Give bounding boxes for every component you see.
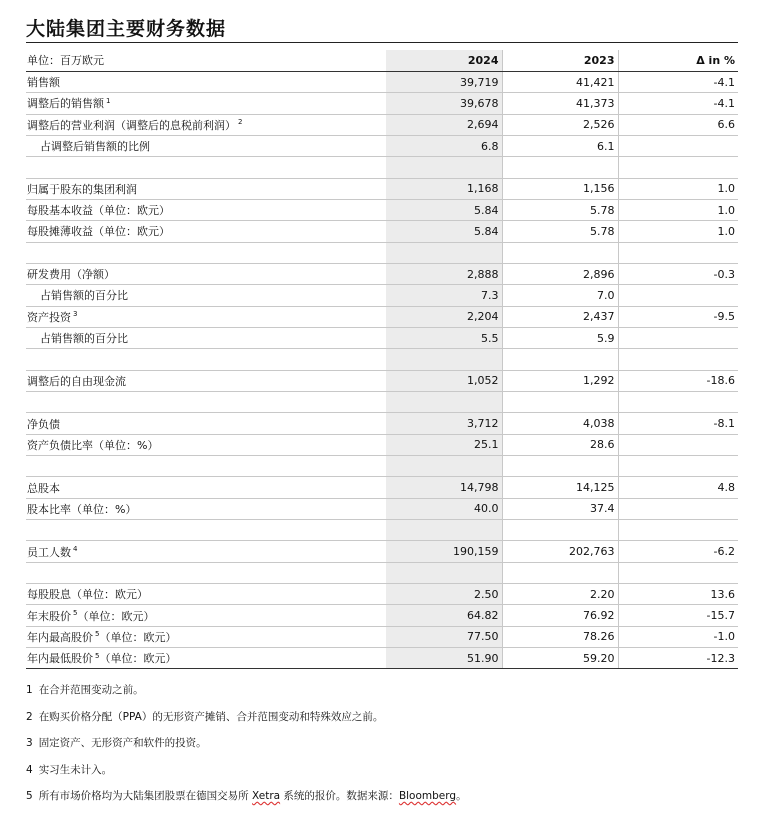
value-delta: 4.8	[618, 477, 738, 498]
value-2024: 1,052	[386, 370, 502, 391]
value-delta: -12.3	[618, 648, 738, 669]
footnote-text: 系统的报价。数据来源：	[280, 790, 399, 802]
row-label	[26, 178, 386, 199]
row-label	[26, 71, 386, 92]
value-2023: 41,421	[502, 71, 618, 92]
value-2023: 7.0	[502, 285, 618, 306]
row-label	[26, 242, 386, 263]
value-2023: 59.20	[502, 648, 618, 669]
value-2023: 4,038	[502, 413, 618, 434]
row-label-text: 总股本	[27, 481, 60, 495]
row-label-text: 年内最高股价	[27, 630, 93, 644]
row-label	[26, 370, 386, 391]
value-2023: 41,373	[502, 93, 618, 114]
value-2024: 2.50	[386, 584, 502, 605]
row-label	[26, 93, 386, 114]
value-2024: 6.8	[386, 135, 502, 156]
footnote-marker: 3	[73, 310, 78, 319]
footnotes	[26, 682, 738, 815]
value-2023	[502, 392, 618, 413]
table-body	[26, 71, 738, 669]
value-delta: -4.1	[618, 93, 738, 114]
value-delta	[618, 327, 738, 348]
row-label	[26, 520, 386, 541]
table-row	[26, 626, 738, 647]
value-delta: -1.0	[618, 626, 738, 647]
row-label-unit: （单位：欧元）	[77, 609, 155, 623]
value-delta	[618, 135, 738, 156]
row-label	[26, 562, 386, 583]
footnote-number: 3	[26, 737, 33, 749]
row-label	[26, 626, 386, 647]
table-row	[26, 498, 738, 519]
value-2023: 5.78	[502, 199, 618, 220]
value-2023: 202,763	[502, 541, 618, 562]
financial-table	[26, 50, 738, 669]
spacer-row	[26, 520, 738, 541]
page-title: 大陆集团主要财务数据	[26, 18, 227, 40]
value-2024: 5.5	[386, 327, 502, 348]
value-2023: 28.6	[502, 434, 618, 455]
value-2024: 51.90	[386, 648, 502, 669]
value-2024	[386, 562, 502, 583]
footnote-text: 在购买价格分配（PPA）的无形资产摊销、合并范围变动和特殊效应之前。	[38, 710, 384, 723]
table-row	[26, 648, 738, 669]
row-label	[26, 221, 386, 242]
value-2024	[386, 157, 502, 178]
value-2023	[502, 349, 618, 370]
value-delta	[618, 392, 738, 413]
row-label	[26, 349, 386, 370]
footnote-number: 5	[26, 790, 33, 802]
footnote-number: 4	[26, 763, 33, 776]
table-row	[26, 285, 738, 306]
table-row	[26, 178, 738, 199]
row-label	[26, 199, 386, 220]
row-label	[26, 327, 386, 348]
table-row	[26, 605, 738, 626]
row-label	[26, 157, 386, 178]
table-row	[26, 370, 738, 391]
footnote	[26, 762, 738, 789]
value-2023: 2,896	[502, 263, 618, 284]
value-2024: 2,204	[386, 306, 502, 327]
value-2024: 14,798	[386, 477, 502, 498]
value-2024	[386, 349, 502, 370]
footnote-marker: 2	[238, 118, 243, 127]
row-label	[26, 306, 386, 327]
row-label-text: 年内最低股价	[27, 652, 93, 666]
header-row	[26, 50, 738, 71]
spacer-row	[26, 157, 738, 178]
footnote	[26, 709, 738, 736]
value-2023	[502, 157, 618, 178]
table-row	[26, 434, 738, 455]
title-divider	[26, 42, 738, 43]
row-label-text: 研发费用（净额）	[27, 268, 115, 282]
row-label-unit: （单位：欧元）	[99, 652, 177, 666]
row-label	[26, 413, 386, 434]
value-2024: 1,168	[386, 178, 502, 199]
value-delta	[618, 520, 738, 541]
value-delta	[618, 242, 738, 263]
row-label-text: 归属于股东的集团利润	[27, 182, 137, 196]
value-2024: 39,719	[386, 71, 502, 92]
value-2023: 2,526	[502, 114, 618, 135]
value-2023: 37.4	[502, 498, 618, 519]
unit-header: 单位：百万欧元	[26, 50, 386, 71]
table-row	[26, 263, 738, 284]
value-2023: 78.26	[502, 626, 618, 647]
footnote-marker: 4	[73, 544, 78, 553]
row-label-unit: （单位：欧元）	[99, 630, 177, 644]
footnote-number: 1	[26, 684, 33, 696]
footnote-marker: 5	[95, 630, 100, 639]
table-row	[26, 71, 738, 92]
row-label	[26, 114, 386, 135]
value-2023: 2,437	[502, 306, 618, 327]
value-2024: 64.82	[386, 605, 502, 626]
value-2024: 7.3	[386, 285, 502, 306]
value-2024: 25.1	[386, 434, 502, 455]
row-label	[26, 285, 386, 306]
spacer-row	[26, 242, 738, 263]
value-2024: 2,888	[386, 263, 502, 284]
value-2024: 2,694	[386, 114, 502, 135]
row-label	[26, 263, 386, 284]
row-label-text: 净负债	[27, 417, 60, 431]
row-label-text: 股本比率（单位：%）	[27, 502, 137, 516]
value-delta: -6.2	[618, 541, 738, 562]
value-2024: 39,678	[386, 93, 502, 114]
value-2024	[386, 242, 502, 263]
table-row	[26, 135, 738, 156]
footnote-source: Bloomberg	[398, 790, 457, 802]
value-delta: -15.7	[618, 605, 738, 626]
value-2023: 1,156	[502, 178, 618, 199]
row-label-text: 占销售额的百分比	[40, 332, 128, 346]
value-2023: 5.9	[502, 327, 618, 348]
table-row	[26, 413, 738, 434]
table-row	[26, 199, 738, 220]
value-delta: 1.0	[618, 178, 738, 199]
footnote	[26, 735, 738, 762]
table-row	[26, 114, 738, 135]
value-2023	[502, 242, 618, 263]
value-2024: 3,712	[386, 413, 502, 434]
table-row	[26, 477, 738, 498]
value-2023: 2.20	[502, 584, 618, 605]
spacer-row	[26, 392, 738, 413]
row-label	[26, 477, 386, 498]
delta-header: Δ in %	[618, 50, 738, 71]
row-label-text: 占调整后销售额的比例	[40, 140, 150, 154]
row-label-text: 每股基本收益（单位：欧元）	[27, 204, 170, 218]
footnote	[26, 682, 738, 709]
value-2023	[502, 456, 618, 477]
footnote-marker: 1	[106, 96, 111, 105]
table-row	[26, 221, 738, 242]
value-delta	[618, 349, 738, 370]
row-label-text: 资产负债比率（单位：%）	[27, 438, 159, 452]
footnote-text: 在合并范围变动之前。	[38, 684, 144, 696]
value-delta	[618, 285, 738, 306]
value-2024: 40.0	[386, 498, 502, 519]
row-label-text: 占销售额的百分比	[40, 289, 128, 303]
table-row	[26, 541, 738, 562]
row-label-text: 调整后的营业利润（调整后的息税前利润）	[27, 118, 236, 132]
value-delta	[618, 157, 738, 178]
value-delta: 6.6	[618, 114, 738, 135]
value-delta: 1.0	[618, 199, 738, 220]
footnote-marker: 5	[95, 651, 100, 660]
value-2023: 14,125	[502, 477, 618, 498]
footnote-text: 。	[456, 790, 467, 802]
value-delta: -8.1	[618, 413, 738, 434]
footnote-text: 所有市场价格均为大陆集团股票在德国交易所	[38, 790, 253, 802]
value-delta	[618, 434, 738, 455]
value-2024	[386, 456, 502, 477]
footnote-xetra: Xetra	[252, 790, 281, 802]
row-label-text: 每股股息（单位：欧元）	[27, 588, 148, 602]
table-row	[26, 584, 738, 605]
row-label-text: 资产投资	[27, 310, 71, 324]
row-label-text: 员工人数	[27, 545, 71, 559]
row-label-text: 调整后的自由现金流	[27, 374, 126, 388]
value-2023: 1,292	[502, 370, 618, 391]
row-label	[26, 392, 386, 413]
row-label	[26, 498, 386, 519]
value-2023	[502, 520, 618, 541]
spacer-row	[26, 562, 738, 583]
row-label	[26, 648, 386, 669]
value-delta: 1.0	[618, 221, 738, 242]
row-label-text: 每股摊薄收益（单位：欧元）	[27, 225, 170, 239]
row-label	[26, 135, 386, 156]
table-row	[26, 327, 738, 348]
table-row	[26, 93, 738, 114]
value-2023	[502, 562, 618, 583]
spacer-row	[26, 349, 738, 370]
value-delta: -9.5	[618, 306, 738, 327]
year-2024-header: 2024	[386, 50, 502, 71]
footnote	[26, 788, 738, 815]
footnote-marker: 5	[73, 608, 78, 617]
value-delta: -4.1	[618, 71, 738, 92]
value-delta	[618, 498, 738, 519]
footnote-number: 2	[26, 710, 33, 723]
row-label	[26, 456, 386, 477]
spacer-row	[26, 456, 738, 477]
row-label	[26, 434, 386, 455]
row-label	[26, 541, 386, 562]
footnote-text: 实习生未计入。	[38, 763, 113, 776]
value-delta: -0.3	[618, 263, 738, 284]
value-2023: 76.92	[502, 605, 618, 626]
value-2024: 5.84	[386, 221, 502, 242]
row-label	[26, 605, 386, 626]
value-2024: 77.50	[386, 626, 502, 647]
value-2024: 5.84	[386, 199, 502, 220]
row-label	[26, 584, 386, 605]
value-2024: 190,159	[386, 541, 502, 562]
value-delta	[618, 456, 738, 477]
value-2023: 6.1	[502, 135, 618, 156]
row-label-text: 年末股价	[27, 609, 71, 623]
value-delta: -18.6	[618, 370, 738, 391]
table-row	[26, 306, 738, 327]
row-label-text: 调整后的销售额	[27, 97, 104, 111]
year-2023-header: 2023	[502, 50, 618, 71]
row-label-text: 销售额	[27, 76, 60, 90]
footnote-text: 固定资产、无形资产和软件的投资。	[38, 737, 207, 749]
value-delta	[618, 562, 738, 583]
value-2024	[386, 520, 502, 541]
value-2024	[386, 392, 502, 413]
value-delta: 13.6	[618, 584, 738, 605]
value-2023: 5.78	[502, 221, 618, 242]
